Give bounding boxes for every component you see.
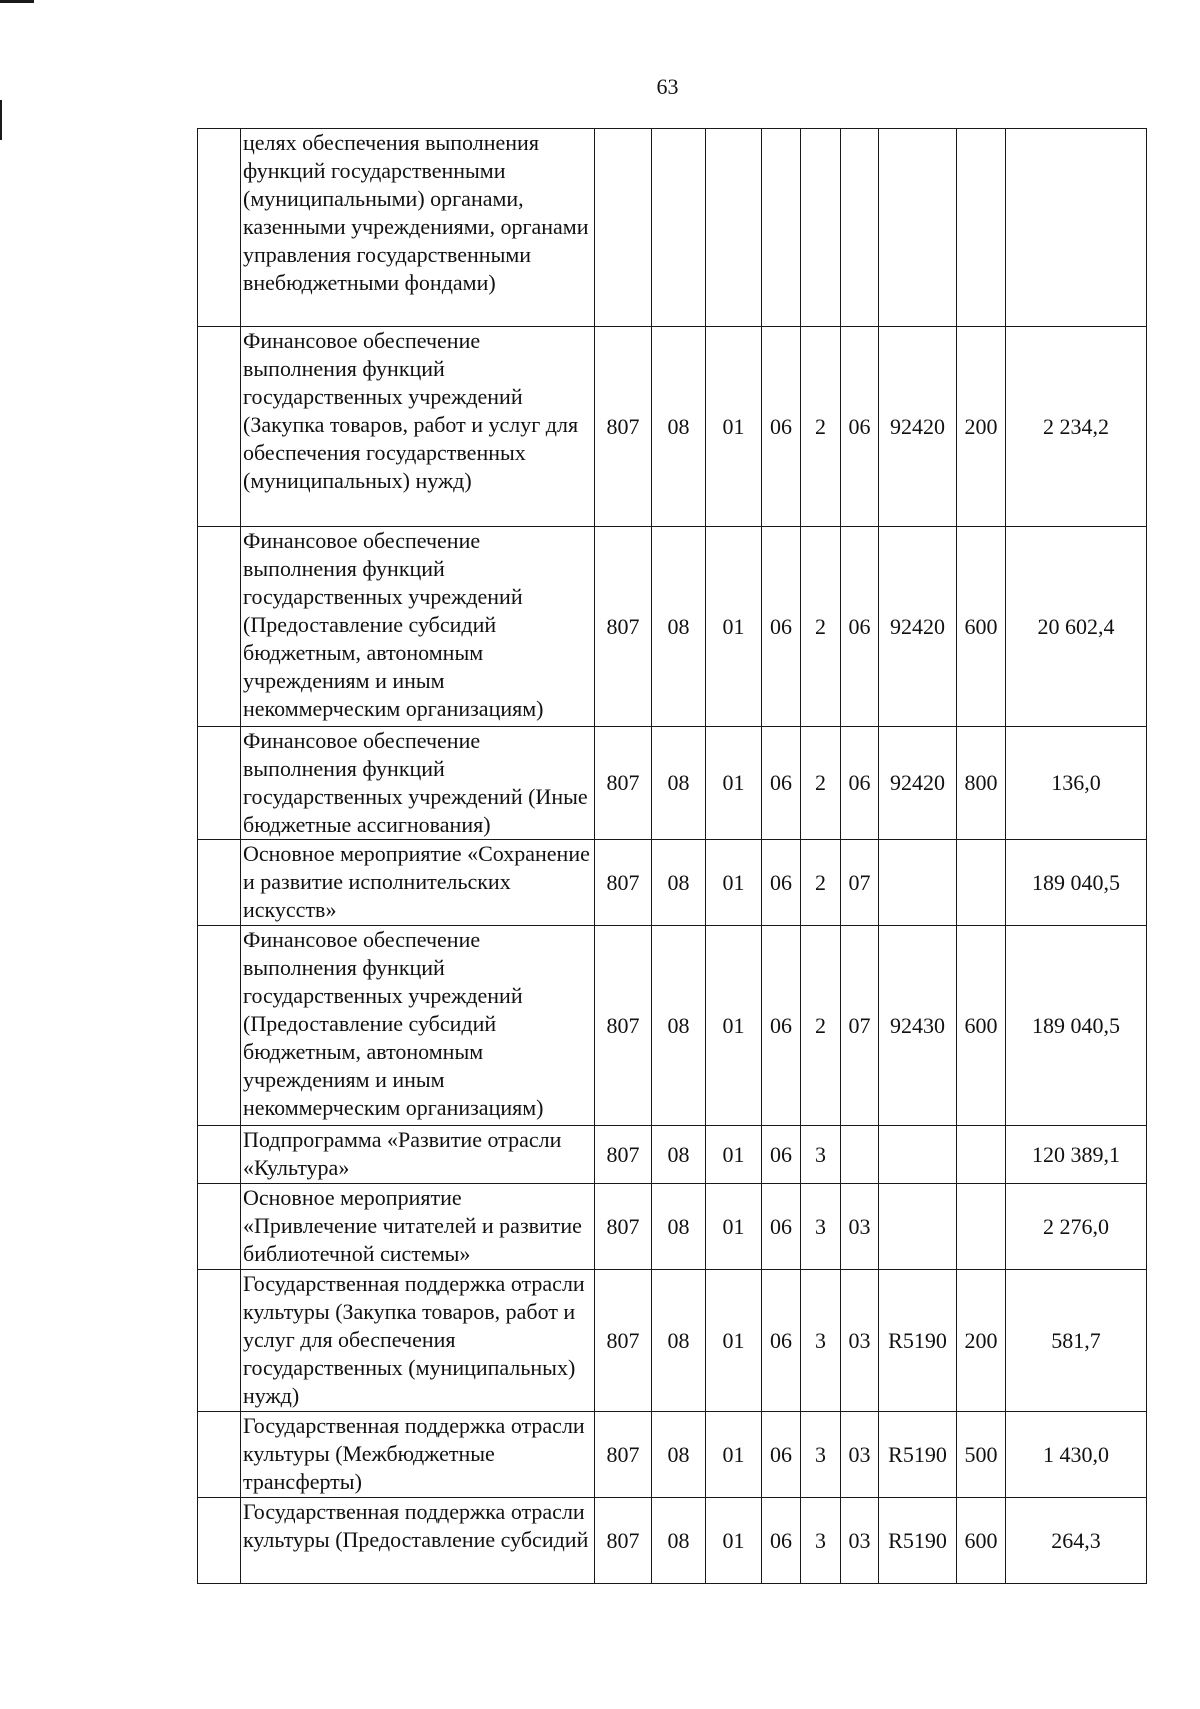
table-row [198, 1184, 1147, 1270]
program-code-cell: 06 [762, 727, 801, 840]
subprogram-code-cell: 2 [801, 327, 841, 527]
amount-cell: 136,0 [1006, 727, 1147, 840]
expense-type-cell: 600 [957, 1498, 1006, 1584]
subsection-code-cell: 01 [706, 1270, 762, 1412]
subsection-code-cell: 01 [706, 327, 762, 527]
subprogram-code-cell: 3 [801, 1126, 841, 1184]
amount-cell: 20 602,4 [1006, 527, 1147, 727]
table-row [198, 1498, 1147, 1584]
section-code-cell: 08 [652, 1412, 706, 1498]
direction-code-cell: R5190 [879, 1412, 957, 1498]
ministry-code-cell: 807 [595, 1270, 652, 1412]
direction-code-cell: R5190 [879, 1270, 957, 1412]
subsection-code-cell: 01 [706, 727, 762, 840]
table-row [198, 840, 1147, 926]
table-row [198, 1270, 1147, 1412]
event-code-cell: 03 [841, 1498, 879, 1584]
section-code-cell: 08 [652, 1184, 706, 1270]
description-cell: Финансовое обеспечение выполнения функций государственных учреждений (Предоставление субсидий бюджетным, автономным учреждениям и иным некоммерческим организациям) [241, 527, 595, 727]
subprogram-code-cell: 2 [801, 926, 841, 1126]
direction-code-cell [879, 840, 957, 926]
table-row [198, 527, 1147, 727]
row-number-cell [198, 926, 241, 1126]
direction-code-cell [879, 1126, 957, 1184]
description-cell: Подпрограмма «Развитие отрасли «Культура» [241, 1126, 595, 1184]
row-number-cell [198, 527, 241, 727]
amount-cell: 264,3 [1006, 1498, 1147, 1584]
program-code-cell [762, 129, 801, 327]
amount-cell: 2 276,0 [1006, 1184, 1147, 1270]
section-code-cell: 08 [652, 1126, 706, 1184]
table-row [198, 129, 1147, 327]
scan-edge-mark [0, 0, 34, 3]
section-code-cell: 08 [652, 527, 706, 727]
section-code-cell: 08 [652, 1498, 706, 1584]
row-number-cell [198, 129, 241, 327]
direction-code-cell: 92430 [879, 926, 957, 1126]
description-cell: Основное мероприятие «Привлечение читателей и развитие библиотечной системы» [241, 1184, 595, 1270]
section-code-cell: 08 [652, 327, 706, 527]
description-cell: Финансовое обеспечение выполнения функций государственных учреждений (Предоставление субсидий бюджетным, автономным учреждениям и иным некоммерческим организациям) [241, 926, 595, 1126]
expense-type-cell: 600 [957, 926, 1006, 1126]
expense-type-cell [957, 1126, 1006, 1184]
event-code-cell: 06 [841, 727, 879, 840]
table-row [198, 1412, 1147, 1498]
ministry-code-cell: 807 [595, 1498, 652, 1584]
table-row [198, 1126, 1147, 1184]
subprogram-code-cell: 2 [801, 527, 841, 727]
amount-cell: 120 389,1 [1006, 1126, 1147, 1184]
row-number-cell [198, 1184, 241, 1270]
program-code-cell: 06 [762, 1270, 801, 1412]
subsection-code-cell: 01 [706, 1498, 762, 1584]
direction-code-cell: 92420 [879, 527, 957, 727]
amount-cell: 2 234,2 [1006, 327, 1147, 527]
expense-type-cell: 500 [957, 1412, 1006, 1498]
description-cell: целях обеспечения выполнения функций государственными (муниципальными) органами, казенными учреждениями, органами управления государственными внебюджетными фондами) [241, 129, 595, 327]
program-code-cell: 06 [762, 1412, 801, 1498]
row-number-cell [198, 327, 241, 527]
program-code-cell: 06 [762, 1126, 801, 1184]
event-code-cell: 03 [841, 1270, 879, 1412]
row-number-cell [198, 840, 241, 926]
event-code-cell: 06 [841, 527, 879, 727]
program-code-cell: 06 [762, 527, 801, 727]
section-code-cell: 08 [652, 926, 706, 1126]
table-row [198, 727, 1147, 840]
page-number: 63 [656, 74, 679, 99]
program-code-cell: 06 [762, 1498, 801, 1584]
subprogram-code-cell [801, 129, 841, 327]
row-number-cell [198, 727, 241, 840]
event-code-cell: 06 [841, 327, 879, 527]
table-row [198, 327, 1147, 527]
subsection-code-cell: 01 [706, 840, 762, 926]
row-number-cell [198, 1126, 241, 1184]
section-code-cell: 08 [652, 840, 706, 926]
program-code-cell: 06 [762, 840, 801, 926]
ministry-code-cell: 807 [595, 327, 652, 527]
expense-type-cell [957, 840, 1006, 926]
event-code-cell: 07 [841, 926, 879, 1126]
expense-type-cell: 200 [957, 327, 1006, 527]
row-number-cell [198, 1412, 241, 1498]
direction-code-cell: 92420 [879, 727, 957, 840]
event-code-cell [841, 1126, 879, 1184]
ministry-code-cell: 807 [595, 527, 652, 727]
row-number-cell [198, 1498, 241, 1584]
direction-code-cell: 92420 [879, 327, 957, 527]
ministry-code-cell: 807 [595, 840, 652, 926]
ministry-code-cell: 807 [595, 1126, 652, 1184]
table-row [198, 926, 1147, 1126]
scan-edge-mark-left [0, 100, 2, 140]
direction-code-cell [879, 129, 957, 327]
row-number-cell [198, 1270, 241, 1412]
subprogram-code-cell: 2 [801, 727, 841, 840]
subprogram-code-cell: 3 [801, 1184, 841, 1270]
subsection-code-cell: 01 [706, 1126, 762, 1184]
ministry-code-cell [595, 129, 652, 327]
table-body [198, 129, 1147, 1584]
expense-type-cell [957, 1184, 1006, 1270]
subsection-code-cell: 01 [706, 1184, 762, 1270]
section-code-cell: 08 [652, 727, 706, 840]
expense-type-cell [957, 129, 1006, 327]
description-cell: Государственная поддержка отрасли культуры (Закупка товаров, работ и услуг для обеспечения государственных (муниципальных) нужд) [241, 1270, 595, 1412]
program-code-cell: 06 [762, 926, 801, 1126]
ministry-code-cell: 807 [595, 1412, 652, 1498]
direction-code-cell: R5190 [879, 1498, 957, 1584]
subsection-code-cell [706, 129, 762, 327]
event-code-cell: 07 [841, 840, 879, 926]
event-code-cell: 03 [841, 1412, 879, 1498]
amount-cell: 581,7 [1006, 1270, 1147, 1412]
description-cell: Основное мероприятие «Сохранение и развитие исполнительских искусств» [241, 840, 595, 926]
description-cell: Финансовое обеспечение выполнения функций государственных учреждений (Иные бюджетные ассигнования) [241, 727, 595, 840]
ministry-code-cell: 807 [595, 727, 652, 840]
program-code-cell: 06 [762, 1184, 801, 1270]
subprogram-code-cell: 3 [801, 1270, 841, 1412]
ministry-code-cell: 807 [595, 1184, 652, 1270]
amount-cell: 189 040,5 [1006, 926, 1147, 1126]
amount-cell: 1 430,0 [1006, 1412, 1147, 1498]
description-cell: Государственная поддержка отрасли культуры (Межбюджетные трансферты) [241, 1412, 595, 1498]
description-cell: Государственная поддержка отрасли культуры (Предоставление субсидий [241, 1498, 595, 1584]
subprogram-code-cell: 2 [801, 840, 841, 926]
program-code-cell: 06 [762, 327, 801, 527]
amount-cell [1006, 129, 1147, 327]
subsection-code-cell: 01 [706, 926, 762, 1126]
subprogram-code-cell: 3 [801, 1498, 841, 1584]
direction-code-cell [879, 1184, 957, 1270]
expense-type-cell: 800 [957, 727, 1006, 840]
description-cell: Финансовое обеспечение выполнения функций государственных учреждений (Закупка товаров, работ и услуг для обеспечения государственных (муниципальных) нужд) [241, 327, 595, 527]
expense-type-cell: 200 [957, 1270, 1006, 1412]
budget-table [197, 128, 1147, 1584]
subsection-code-cell: 01 [706, 527, 762, 727]
event-code-cell [841, 129, 879, 327]
section-code-cell: 08 [652, 1270, 706, 1412]
amount-cell: 189 040,5 [1006, 840, 1147, 926]
ministry-code-cell: 807 [595, 926, 652, 1126]
subsection-code-cell: 01 [706, 1412, 762, 1498]
expense-type-cell: 600 [957, 527, 1006, 727]
event-code-cell: 03 [841, 1184, 879, 1270]
subprogram-code-cell: 3 [801, 1412, 841, 1498]
section-code-cell [652, 129, 706, 327]
